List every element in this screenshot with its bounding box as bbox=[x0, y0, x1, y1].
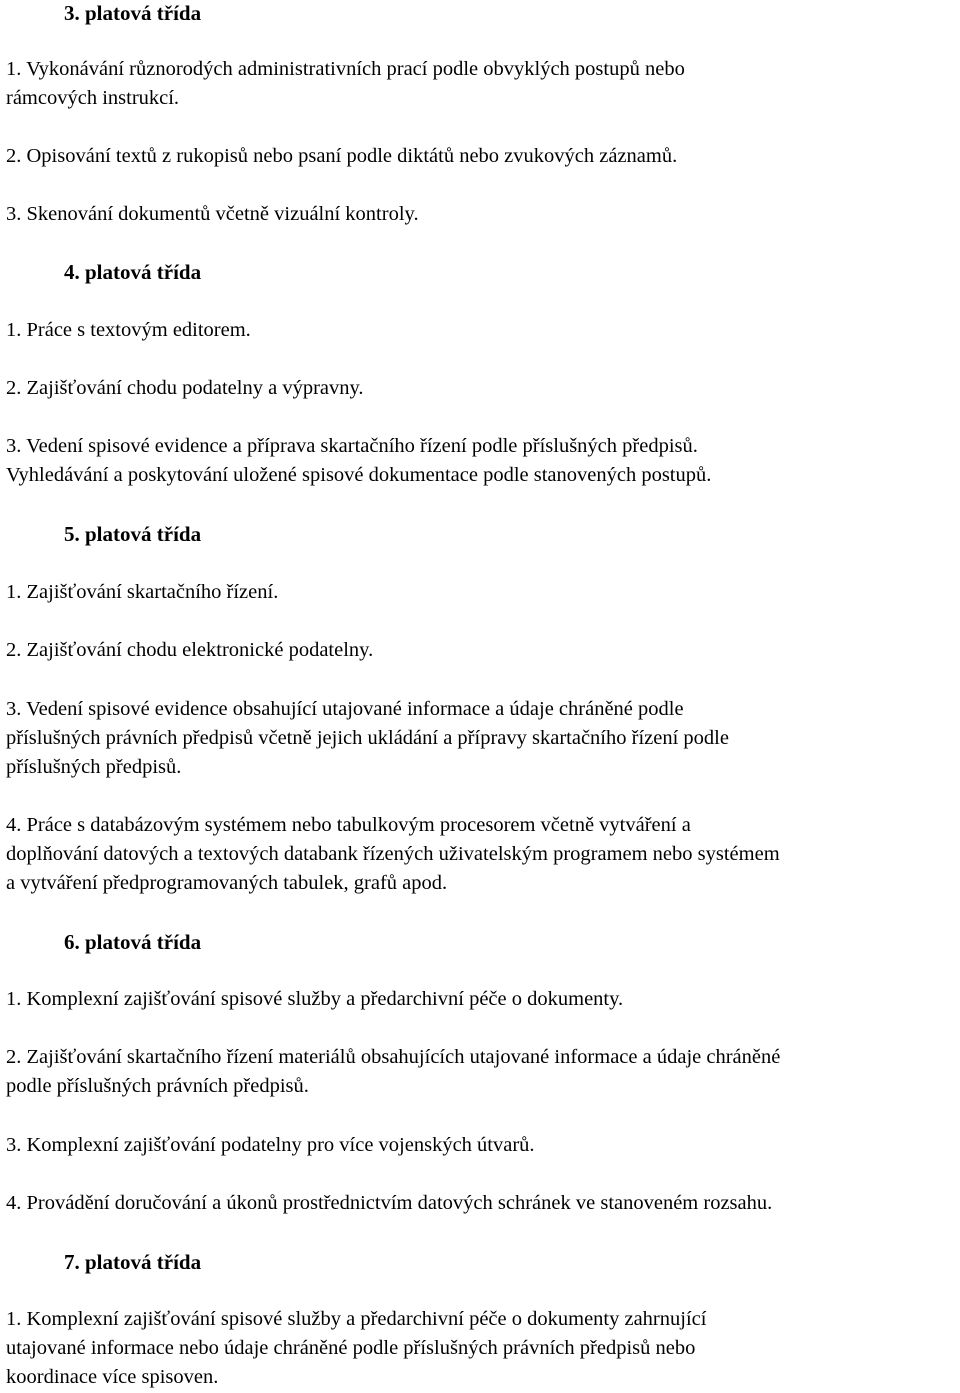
list-item: 3. Vedení spisové evidence a příprava skartačního řízení podle příslušných předpisů. Vyhledávání a poskytování uložené spisové dokumentace podle stanovených postupů. bbox=[6, 435, 712, 486]
list-item: 1. Vykonávání různorodých administrativních prací podle obvyklých postupů nebo rámcových instrukcí. bbox=[6, 58, 685, 109]
list-item: 1. Komplexní zajišťování spisové služby a předarchivní péče o dokumenty zahrnující utajované informace nebo údaje chráněné podle příslušných právních předpisů nebo koordinace více spisoven. bbox=[6, 1308, 707, 1388]
section-heading-4: 4. platová třída bbox=[64, 260, 202, 284]
list-item: 3. Vedení spisové evidence obsahující utajované informace a údaje chráněné podle příslušných právních předpisů včetně jejich ukládání a přípravy skartačního řízení podle příslušných předpisů. bbox=[6, 698, 729, 778]
list-item: 2. Zajišťování skartačního řízení materiálů obsahujících utajované informace a údaje chráněné podle příslušných právních předpisů. bbox=[6, 1046, 781, 1097]
list-item: 2. Zajišťování chodu elektronické podatelny. bbox=[6, 639, 374, 661]
section-heading-5: 5. platová třída bbox=[64, 522, 202, 546]
section-heading-6: 6. platová třída bbox=[64, 930, 202, 954]
list-item: 2. Opisování textů z rukopisů nebo psaní podle diktátů nebo zvukových záznamů. bbox=[6, 145, 678, 167]
list-item: 2. Zajišťování chodu podatelny a výpravny. bbox=[6, 377, 364, 399]
list-item: 1. Komplexní zajišťování spisové služby a předarchivní péče o dokumenty. bbox=[6, 988, 624, 1010]
section-heading-7: 7. platová třída bbox=[64, 1250, 202, 1274]
list-item: 3. Skenování dokumentů včetně vizuální kontroly. bbox=[6, 203, 419, 225]
list-item: 1. Zajišťování skartačního řízení. bbox=[6, 581, 279, 603]
list-item: 4. Provádění doručování a úkonů prostřednictvím datových schránek ve stanoveném rozsahu. bbox=[6, 1192, 773, 1214]
list-item: 4. Práce s databázovým systémem nebo tabulkovým procesorem včetně vytváření a doplňování datových a textových databank řízených uživatelským programem nebo systémem a vytváření předprogramovaných tabulek, grafů apod. bbox=[6, 814, 780, 894]
section-heading-3: 3. platová třída bbox=[64, 1, 202, 25]
list-item: 1. Práce s textovým editorem. bbox=[6, 319, 251, 341]
list-item: 3. Komplexní zajišťování podatelny pro více vojenských útvarů. bbox=[6, 1134, 535, 1156]
